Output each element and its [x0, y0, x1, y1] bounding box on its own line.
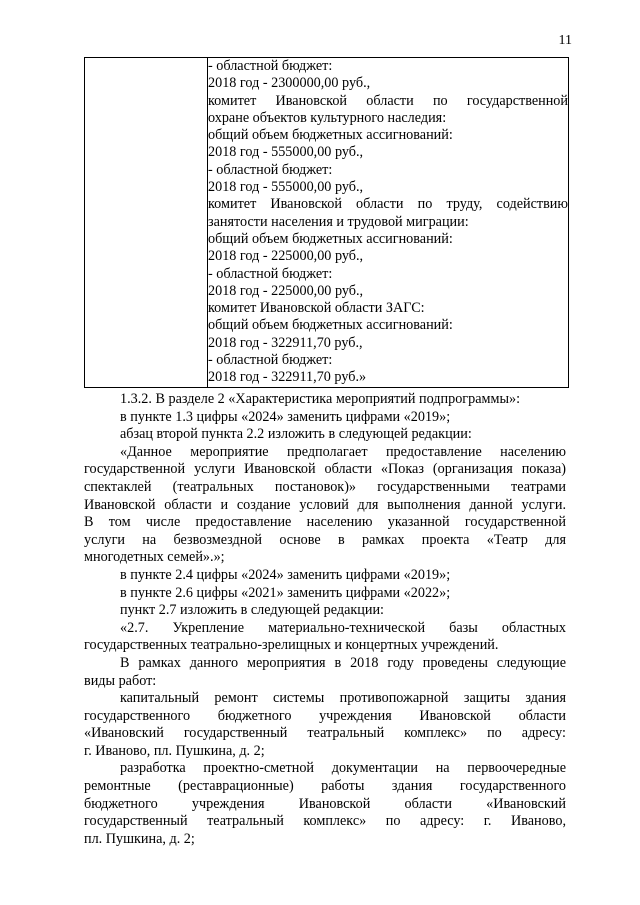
paragraph-line: государственной услуги Ивановской области «Показ (организация показа): [84, 461, 566, 478]
paragraph-line: Ивановской области и создание условий для выполнения данной услуги.: [84, 496, 566, 513]
table-cell-line: 2018 год - 225000,00 руб.,: [208, 248, 364, 265]
table-row: [85, 58, 569, 388]
paragraph-line: капитальный ремонт системы противопожарной защиты здания: [120, 690, 566, 707]
paragraph-line: пункт 2.7 изложить в следующей редакции:: [120, 602, 384, 619]
paragraph-line: пл. Пушкина, д. 2;: [84, 830, 195, 847]
paragraph-line: в пункте 2.6 цифры «2021» заменить цифрами «2022»;: [120, 584, 451, 601]
table-cell-line: комитет Ивановской области по государственной: [208, 92, 568, 109]
paragraph: [84, 426, 566, 444]
budget-table: [84, 57, 569, 388]
table-cell-line: общий объем бюджетных ассигнований:: [208, 127, 453, 144]
table-cell-line: 2018 год - 322911,70 руб.»: [208, 369, 367, 386]
paragraph-line: В том числе предоставление населению указанной государственной: [84, 514, 566, 531]
paragraph-line: государственных театрально-зрелищных и концертных учреждений.: [84, 637, 499, 654]
paragraph-line: В рамках данного мероприятия в 2018 году проведены следующие: [120, 654, 566, 671]
paragraph-line: абзац второй пункта 2.2 изложить в следующей редакции:: [120, 426, 472, 443]
table-cell-line: - областной бюджет:: [208, 58, 333, 74]
paragraph-line: услуги на безвозмездной основе в рамках проекта «Театр для: [84, 531, 566, 548]
paragraph-line: «2.7. Укрепление материально-технической базы областных: [120, 619, 566, 636]
table-cell-line: занятости населения и трудовой миграции:: [208, 213, 469, 230]
table-cell-line: 2018 год - 225000,00 руб.,: [208, 282, 364, 299]
paragraph: [84, 620, 566, 655]
paragraph-line: «Данное мероприятие предполагает предоставление населению: [120, 443, 566, 460]
table-cell-line: 2018 год - 555000,00 руб.,: [208, 144, 364, 161]
document-body: [84, 391, 566, 848]
paragraph-line: разработка проектно-сметной документации на первоочередные: [120, 760, 566, 777]
paragraph-line: государственный театральный комплекс» по адресу: г. Иваново,: [84, 813, 566, 830]
paragraph: [84, 567, 566, 585]
paragraph-line: спектаклей (театральных постановок)» государственными театрами: [84, 478, 566, 495]
table-cell-line: общий объем бюджетных ассигнований:: [208, 317, 453, 334]
table-left-cell: [85, 58, 208, 388]
paragraph: [84, 391, 566, 409]
table-cell-line: - областной бюджет:: [208, 265, 333, 282]
paragraph: [84, 760, 566, 848]
table-cell-line: 2018 год - 322911,70 руб.,: [208, 334, 363, 351]
paragraph: [84, 444, 566, 567]
paragraph-line: многодетных семей».»;: [84, 549, 225, 566]
paragraph-line: г. Иваново, пл. Пушкина, д. 2;: [84, 742, 265, 759]
table-cell-line: 2018 год - 2300000,00 руб.,: [208, 75, 371, 92]
paragraph-line: государственного бюджетного учреждения Ивановской области: [84, 707, 566, 724]
table-cell-line: комитет Ивановской области ЗАГС:: [208, 300, 425, 317]
paragraph-line: бюджетного учреждения Ивановской области «Ивановский: [84, 795, 566, 812]
paragraph: [84, 690, 566, 760]
table-cell-line: 2018 год - 555000,00 руб.,: [208, 179, 364, 196]
paragraph-line: 1.3.2. В разделе 2 «Характеристика мероприятий подпрограммы»:: [120, 391, 521, 407]
table-cell-line: - областной бюджет:: [208, 352, 333, 369]
table-cell-line: охране объектов культурного наследия:: [208, 109, 447, 126]
paragraph-line: ремонтные (реставрационные) работы здания государственного: [84, 778, 566, 795]
page-number: 11: [558, 33, 572, 48]
paragraph: [84, 655, 566, 690]
paragraph-line: виды работ:: [84, 672, 157, 689]
paragraph-line: «Ивановский государственный театральный комплекс» по адресу:: [84, 725, 566, 742]
paragraph-line: в пункте 1.3 цифры «2024» заменить цифрами «2019»;: [120, 408, 451, 425]
paragraph-line: в пункте 2.4 цифры «2024» заменить цифрами «2019»;: [120, 566, 451, 583]
table-cell-line: - областной бюджет:: [208, 161, 333, 178]
table-right-cell: [208, 58, 569, 388]
paragraph: [84, 585, 566, 603]
table-cell-line: общий объем бюджетных ассигнований:: [208, 230, 453, 247]
paragraph: [84, 409, 566, 427]
paragraph: [84, 602, 566, 620]
table-cell-line: комитет Ивановской области по труду, содействию: [208, 196, 568, 213]
